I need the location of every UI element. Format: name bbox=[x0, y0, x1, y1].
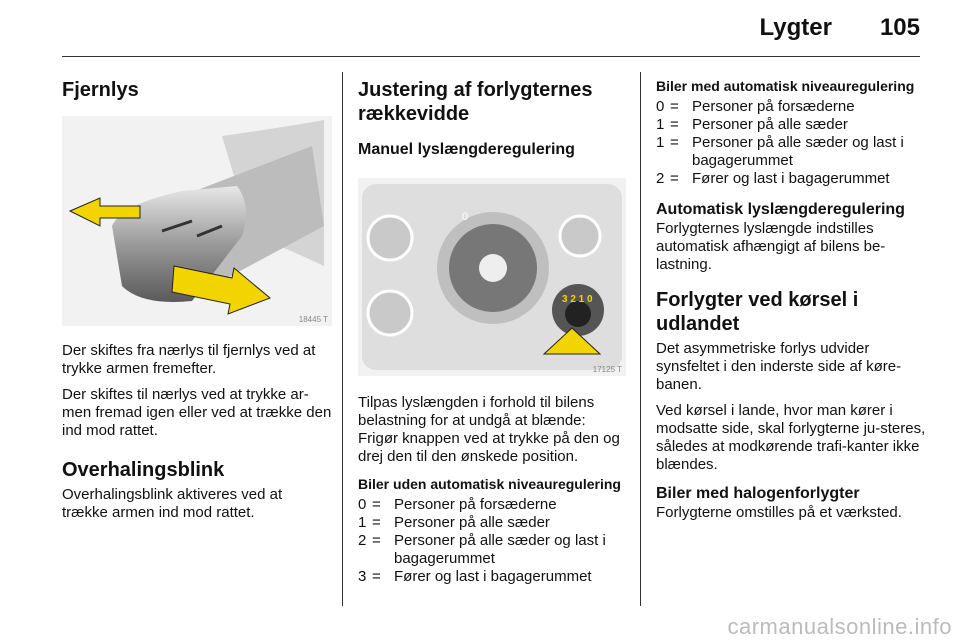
subheading-manual: Manuel lyslængderegulering bbox=[358, 141, 575, 158]
range-list bbox=[358, 496, 626, 586]
column-3 bbox=[656, 72, 926, 522]
paragraph: Der skiftes fra nærlys til fjernlys ved at trykke armen fremefter. bbox=[62, 342, 316, 377]
paragraph: Ved kørsel i lande, hvor man kører i modsatte side, skal forlygterne ju-steres, således at modkørende trafi-kanter ikke blændes. bbox=[656, 402, 926, 473]
paragraph: Forlygterne omstilles på et værksted. bbox=[656, 504, 902, 521]
paragraph: Forlygternes lyslængde indstilles automatisk afhængigt af bilens be-lastning. bbox=[656, 220, 886, 273]
list-item: 1 = Personer på alle sæder bbox=[358, 514, 550, 531]
section-heading-auto: Automatisk lyslængderegulering bbox=[656, 201, 905, 218]
list-item: 0 = Personer på forsæderne bbox=[656, 98, 855, 115]
stalk-illustration bbox=[62, 116, 332, 326]
list-heading: Biler uden automatisk niveauregulering bbox=[358, 476, 621, 492]
list-item: 3 = Fører og last i bagagerummet bbox=[358, 568, 592, 585]
column-divider bbox=[342, 72, 343, 606]
switch-panel-illustration bbox=[358, 178, 626, 376]
list-heading: Biler med automatisk niveauregulering bbox=[656, 78, 915, 94]
chapter-title: Lygter bbox=[759, 14, 832, 41]
list-item: 2 = Fører og last i bagagerummet bbox=[656, 170, 890, 187]
paragraph: Tilpas lyslængden i forhold til bilens belastning for at undgå at blænde: Frigør knappen ved at trykke på den og drej den til den ønskede position. bbox=[358, 394, 620, 465]
high-beam-figure bbox=[62, 116, 332, 326]
column-2 bbox=[358, 72, 626, 586]
section-heading-high-beam: Fjernlys bbox=[62, 79, 139, 101]
section-heading-abroad: Forlygter ved kørsel i udlandet bbox=[656, 289, 859, 335]
paragraph: Der skiftes til nærlys ved at trykke ar-men fremad igen eller ved at trække den ind mod rattet. bbox=[62, 386, 332, 439]
list-item: 2 = Personer på alle sæder og last i bagagerummet bbox=[358, 532, 606, 567]
light-switch-figure bbox=[358, 178, 626, 376]
column-1 bbox=[62, 72, 332, 522]
list-item: 1 = Personer på alle sæder og last i bagagerummet bbox=[656, 134, 904, 169]
page-header bbox=[0, 0, 960, 62]
page-number: 105 bbox=[879, 14, 920, 41]
paragraph: Overhalingsblink aktiveres ved at trække armen ind mod rattet. bbox=[62, 486, 283, 521]
paragraph: Det asymmetriske forlys udvider synsfeltet i den inderste side af køre-banen. bbox=[656, 340, 902, 393]
list-item: 1 = Personer på alle sæder bbox=[656, 116, 848, 133]
figure-number: 18445 T bbox=[298, 315, 328, 324]
auto-range-list bbox=[656, 98, 926, 188]
dial-scale-label: 3 2 1 0 bbox=[562, 294, 593, 305]
section-heading-halogen: Biler med halogenforlygter bbox=[656, 485, 860, 502]
section-heading-flash: Overhalingsblink bbox=[62, 459, 225, 481]
watermark: carmanualsonline.info bbox=[727, 614, 952, 639]
list-item: 0 = Personer på forsæderne bbox=[358, 496, 557, 513]
figure-number: 17125 T bbox=[592, 365, 622, 374]
column-divider bbox=[640, 72, 641, 606]
section-heading-range: Justering af forlygternes rækkevidde bbox=[358, 79, 593, 125]
header-rule bbox=[62, 56, 920, 57]
dial-zero-label: 0 bbox=[462, 211, 469, 223]
